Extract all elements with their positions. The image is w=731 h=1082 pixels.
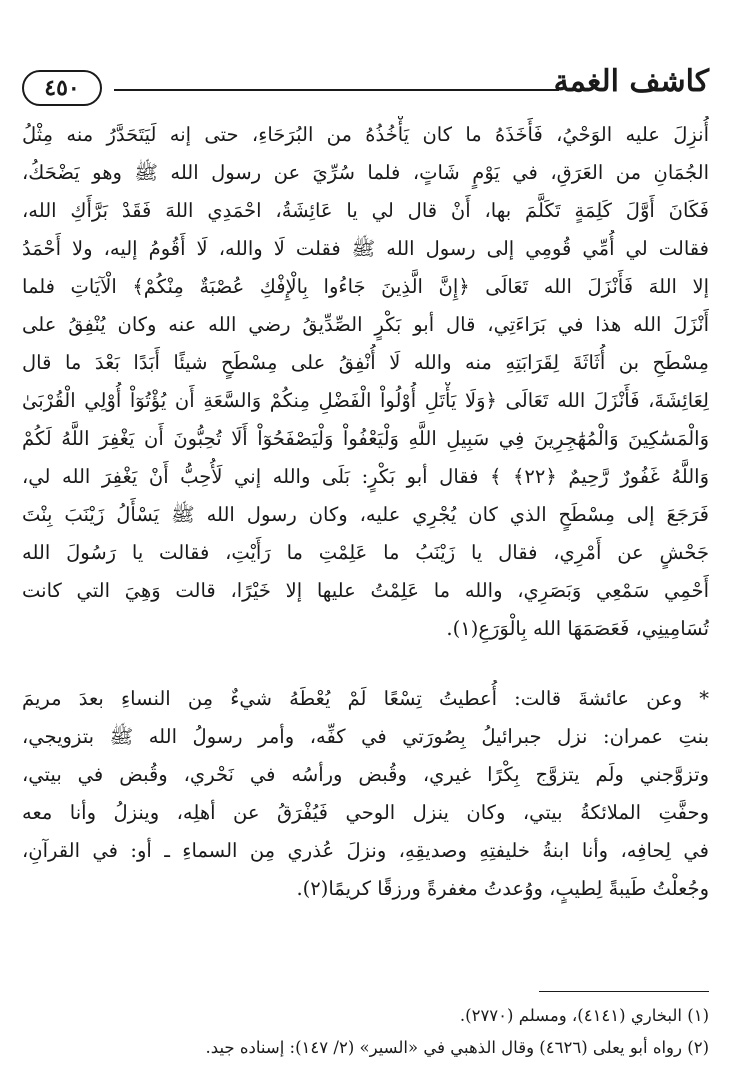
text-line: الجُمَانِ من العَرَقِ، في يَوْمٍ شَاتٍ، فلما سُرِّيَ عن رسول الله ﷺ وهو يَضْحَكُ، (22, 161, 709, 184)
text-line: أَحْمِي سَمْعِي وَبَصَرِي، والله ما عَلِمْتُ عليها إلا خَيْرًا، قالت وَهِيَ التي كانت (22, 579, 709, 602)
text-line: تُسَامِينِي، فَعَصَمَهَا الله بِالْوَرَعِ(١). (446, 617, 709, 640)
text-line: أُنزِلَ عليه الوَحْيُ، فَأَخَذَهُ ما كان يَأْخُذُهُ من البُرَحَاءِ، حتى إنه لَيَتَحَدَّرُ منه مِثْلُ (22, 123, 709, 146)
footnotes (22, 1000, 709, 1064)
footnote-separator (539, 991, 709, 992)
text-line: لِعَائِشَةَ، فَأَنْزَلَ الله تَعَالَى ﴿وَلَا يَأْتَلِ أُوْلُواْ الْفَضْلِ مِنكُمْ وَالسَّعَةِ أَن يُؤْتُوٓاْ أُوْلِي الْقُرْبَىٰ (22, 389, 709, 412)
paragraph-gap (22, 648, 709, 680)
text-line: فقالت لي أُمِّي قُومِي إلى رسول الله ﷺ فقلت لَا والله، لَا أَقُومُ إليه، ولا أَحْمَدُ (22, 237, 709, 260)
header-rule (114, 89, 559, 91)
page-number: ٤٥٠ (22, 70, 102, 106)
book-title: كاشف الغمة (553, 64, 709, 99)
text-line: وجُعلْتُ طَيبةً لِطيبٍ، ووُعدتُ مغفرةً ورزقًا كريمًا(٢). (296, 877, 709, 900)
text-line: فَكَانَ أَوَّلَ كَلِمَةٍ تَكَلَّمَ بها، أَنْ قال لي يا عَائِشَةُ، احْمَدِي اللهَ فَقَدْ بَرَّأَكِ الله، (22, 199, 709, 222)
text-line: فَرَجَعَ إلى مِسْطَحٍ الذي كان يُجْرِي عليه، وكان رسول الله ﷺ يَسْأَلُ زَيْنَبَ بِنْتَ (22, 503, 709, 526)
footnote-1: (١) البخاري (٤١٤١)، ومسلم (٢٧٧٠). (459, 1006, 709, 1025)
main-text (22, 116, 709, 908)
text-line: إلا اللهَ فَأَنْزَلَ الله تَعَالَى ﴿إِنَّ الَّذِينَ جَاءُوا بِالْإِفْكِ عُصْبَةٌ مِنْكُمْ﴾ الْآيَاتِ فلما (22, 275, 709, 298)
text-line: وتزوَّجني ولَم يتزوَّج بِكْرًا غيري، وقُبض ورأسُه في نَحْري، وقُبض في بيتي، (22, 763, 709, 786)
text-line: بنتِ عمران: نزل جبرائيلُ بِصُورَتي في كفِّه، وأمر رسولُ الله ﷺ بتزويجي، (22, 725, 709, 748)
text-line: أَنْزَلَ الله هذا في بَرَاءَتِي، قال أبو بَكْرٍ الصِّدِّيقُ رضي الله عنه وكان يُنْفِقُ على (22, 313, 709, 336)
text-line: * وعن عائشةَ قالت: أُعطيتُ تِسْعًا لَمْ يُعْطَهُ شيءٌ مِن النساءِ بعدَ مريمَ (22, 687, 709, 710)
footnote-2: (٢) رواه أبو يعلى (٤٦٢٦) وقال الذهبي في «السير» (٢/ ١٤٧): إسناده جيد. (205, 1038, 709, 1057)
text-line: وَالْمَسَٰكِينَ وَالْمُهَٰجِرِينَ فِي سَبِيلِ اللَّهِ وَلْيَعْفُواْ وَلْيَصْفَحُوٓاْ أَلَا تُحِبُّونَ أَن يَغْفِرَ اللَّهُ لَكُمْ (22, 427, 709, 450)
text-line: مِسْطَحِ بن أُثَاثَةَ لِقَرَابَتِهِ منه والله لَا أُنْفِقُ على مِسْطَحٍ شيئًا أَبَدًا بَعْدَ ما قال (22, 351, 709, 374)
text-line: في لِحافِه، وأنا ابنةُ خليفتِهِ وصديقِهِ، ونزلَ عُذري مِن السماءِ ـ أو: في القرآنِ، (22, 839, 709, 862)
text-line: وحفَّتِ الملائكةُ بيتي، وكان ينزل الوحي فَيُفْرَقُ عن أهلِه، وينزلُ وأنا معه (22, 801, 709, 824)
text-line: وَاللَّهُ غَفُورٌ رَّحِيمٌ ﴿٢٢﴾ ﴾ فقال أبو بَكْرٍ: بَلَى والله إني لَأُحِبُّ أَنْ يَغْفِرَ الله لي، (22, 465, 709, 488)
text-line: جَحْشٍ عن أَمْرِي، فقال يا زَيْنَبُ ما عَلِمْتِ ما رَأَيْتِ، فقالت يا رَسُولَ الله (22, 541, 709, 564)
page-header (22, 62, 709, 116)
